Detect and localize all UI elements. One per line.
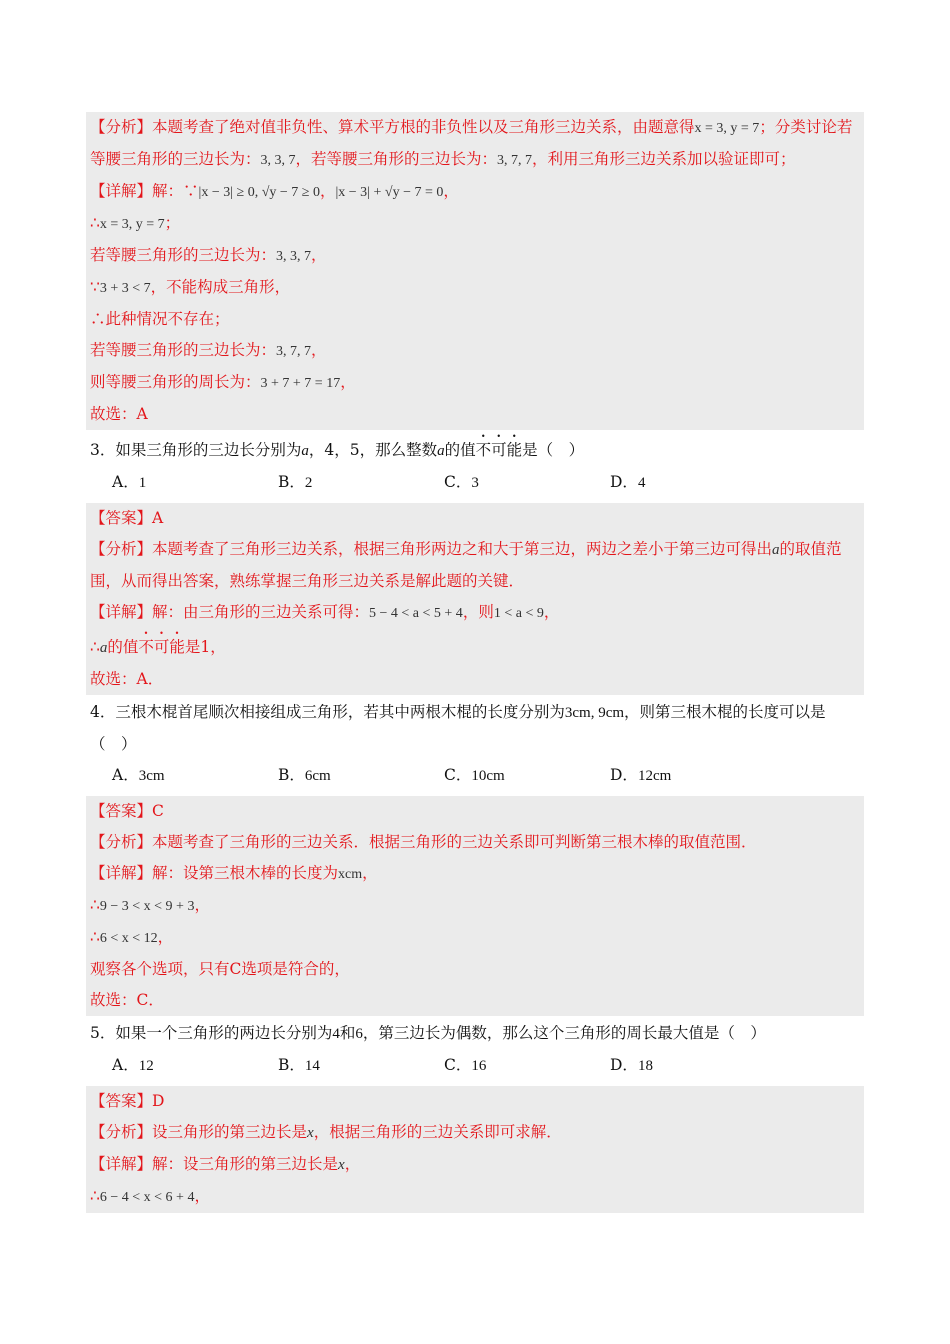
option-label: D． — [610, 766, 638, 784]
solution-text: 是1， — [184, 638, 226, 656]
therefore-symbol: ∴ — [90, 928, 100, 946]
punctuation: ， — [543, 603, 560, 621]
option-label: C． — [444, 473, 472, 491]
analysis-paragraph — [90, 112, 860, 176]
punctuation: ， — [311, 341, 327, 359]
solution-text: 若等腰三角形的三边长为： — [90, 246, 277, 264]
analysis-text: 【分析】本题考查了绝对值非负性、算术平方根的非负性以及三角形三边关系，由题意得 — [90, 118, 695, 136]
solution-line — [90, 240, 860, 272]
option-label: B． — [278, 1056, 305, 1074]
question-4-options — [86, 760, 864, 796]
solution-line — [90, 629, 860, 664]
solution-line — [90, 208, 860, 240]
math-expression: |x − 3| ≥ 0, √y − 7 ≥ 0 — [198, 185, 320, 200]
question-5-stem — [86, 1016, 864, 1050]
solution-text: 则等腰三角形的周长为： — [90, 373, 261, 391]
choice-line — [90, 399, 860, 430]
option-value: 12 — [138, 1058, 154, 1074]
therefore-symbol: ∴ — [90, 1187, 100, 1205]
solution-block-q5 — [86, 1086, 864, 1213]
punctuation: ， — [194, 896, 210, 914]
punctuation: ， — [194, 1187, 210, 1205]
solution-text: 若等腰三角形的三边长为： — [90, 341, 277, 359]
punctuation: ， — [443, 182, 459, 200]
solution-text: ，则 — [462, 603, 494, 621]
detail-line — [90, 1149, 860, 1181]
math-expression: xcm — [338, 867, 363, 882]
analysis-text: 的取值范围，从而得出答案，熟练掌握三角形三边关系是解此题的关键． — [90, 540, 842, 590]
solution-line — [90, 922, 860, 954]
therefore-symbol: ∴ — [90, 896, 100, 914]
option-value: 6cm — [304, 768, 331, 784]
math-expression: x = 3, y = 7 — [694, 121, 760, 136]
detail-line — [90, 858, 860, 890]
option-value: 12cm — [637, 768, 672, 784]
math-expression: 3, 7, 7 — [497, 153, 533, 168]
solution-line — [90, 890, 860, 922]
question-text: 和 — [339, 1024, 356, 1042]
question-text: 的值 — [444, 441, 476, 459]
punctuation: ； — [164, 214, 181, 232]
because-symbol: ∵ — [90, 278, 100, 296]
answer-line — [90, 796, 860, 827]
solution-line — [90, 272, 860, 304]
answer-text: 【答案】A — [90, 509, 164, 527]
detail-label: 【详解】解：设第三根木棒的长度为 — [90, 864, 339, 882]
analysis-paragraph — [90, 534, 860, 597]
punctuation: ， — [344, 1155, 361, 1173]
analysis-line — [90, 1117, 860, 1149]
therefore-symbol: ∴ — [90, 638, 100, 656]
analysis-text: ，若等腰三角形的三边长为： — [295, 150, 498, 168]
math-expression: 3, 3, 7 — [260, 153, 296, 168]
option-label: D． — [610, 473, 638, 491]
math-expression: 6 — [355, 1026, 363, 1042]
option-a — [112, 1050, 278, 1082]
solution-line — [90, 304, 860, 335]
answer-text: 【答案】C — [90, 802, 164, 820]
question-4-stem — [86, 695, 864, 760]
therefore-symbol: ∴ — [90, 214, 100, 232]
solution-text: 观察各个选项，只有C选项是符合的， — [90, 960, 350, 978]
option-value: 3 — [471, 475, 479, 491]
answer-line — [90, 503, 860, 534]
punctuation: ， — [319, 182, 336, 200]
option-label: A． — [112, 473, 139, 491]
analysis-line — [90, 827, 860, 858]
option-d — [610, 760, 776, 792]
math-variable: x — [307, 1125, 314, 1141]
analysis-text: 【分析】本题考查了三角形的三边关系．根据三角形的三边关系即可判断第三根木棒的取值范围． — [90, 833, 757, 851]
math-expression: 3, 7, 7 — [276, 344, 312, 359]
solution-line — [90, 1181, 860, 1213]
math-expression: 6 − 4 < x < 6 + 4 — [99, 1190, 195, 1205]
option-c — [444, 760, 610, 792]
option-value: 4 — [637, 475, 646, 491]
solution-line — [90, 954, 860, 985]
answer-text: 【答案】D — [90, 1092, 165, 1110]
option-b — [278, 760, 444, 792]
solution-block-q3 — [86, 503, 864, 695]
solution-line — [90, 335, 860, 367]
punctuation: ， — [311, 246, 327, 264]
option-label: C． — [444, 766, 472, 784]
emphasized-text: 不可能 — [138, 638, 185, 656]
question-text: ，则第三根木棍的长度可以是（ ） — [90, 703, 826, 753]
document-page — [86, 112, 864, 1213]
punctuation: ， — [340, 373, 356, 391]
detail-label: 【详解】解：设三角形的第三边长是 — [90, 1155, 339, 1173]
math-expression: 4 — [332, 1026, 340, 1042]
option-label: C． — [444, 1056, 472, 1074]
analysis-text: ；分类讨论若等腰三角形的三边长为： — [90, 118, 853, 168]
choice-line — [90, 985, 860, 1016]
analysis-text: 【分析】设三角形的第三边长是 — [90, 1123, 308, 1141]
question-text: 5．如果一个三角形的两边长分别为 — [90, 1024, 333, 1042]
math-variable: a — [437, 443, 445, 459]
solution-text: ，不能构成三角形， — [150, 278, 291, 296]
answer-line — [90, 1086, 860, 1117]
question-text: 是（ ） — [522, 441, 585, 459]
question-5-options — [86, 1050, 864, 1086]
option-label: D． — [610, 1056, 638, 1074]
detail-line — [90, 597, 860, 629]
option-value: 3cm — [138, 768, 165, 784]
option-b — [278, 467, 444, 499]
option-label: A． — [112, 766, 139, 784]
math-expression: 5 − 4 < a < 5 + 4 — [369, 606, 463, 621]
option-label: B． — [278, 473, 305, 491]
detail-line — [90, 176, 860, 208]
option-c — [444, 467, 610, 499]
choice-text: 故选：C． — [90, 991, 164, 1009]
math-expression: x = 3, y = 7 — [99, 217, 165, 232]
question-text: ，4，5，那么整数 — [308, 441, 438, 459]
option-value: 14 — [304, 1058, 320, 1074]
option-value: 1 — [138, 475, 147, 491]
math-variable: a — [772, 542, 780, 558]
solution-block-q4 — [86, 796, 864, 1016]
option-d — [610, 467, 776, 499]
punctuation: ， — [157, 928, 174, 946]
math-variable: a — [99, 640, 108, 656]
question-text: 3．如果三角形的三边长分别为 — [90, 441, 302, 459]
math-expression: |x − 3| + √y − 7 = 0 — [335, 185, 444, 200]
option-b — [278, 1050, 444, 1082]
math-variable: x — [338, 1157, 345, 1173]
solution-line — [90, 367, 860, 399]
question-3-options — [86, 467, 864, 503]
math-expression: 1 < a < 9 — [493, 606, 544, 621]
solution-text: 的值 — [107, 638, 139, 656]
analysis-text: ，利用三角形三边关系加以验证即可； — [532, 150, 796, 168]
math-expression: 3 + 7 + 7 = 17 — [260, 376, 341, 391]
option-c — [444, 1050, 610, 1082]
question-text: 4．三根木棍首尾顺次相接组成三角形，若其中两根木棍的长度分别为 — [90, 703, 565, 721]
option-a — [112, 760, 278, 792]
detail-label: 【详解】解：由三角形的三边关系可得： — [90, 603, 370, 621]
question-text: ，第三边长为偶数，那么这个三角形的周长最大值是（ ） — [362, 1024, 766, 1042]
math-expression: 3cm, 9cm — [564, 705, 625, 721]
option-a — [112, 467, 278, 499]
option-value: 16 — [471, 1058, 487, 1074]
option-label: A． — [112, 1056, 139, 1074]
analysis-text: 【分析】本题考查了三角形三边关系，根据三角形两边之和大于第三边，两边之差小于第三边可得出 — [90, 540, 773, 558]
solution-block-q2 — [86, 112, 864, 430]
emphasized-text: 不可能 — [475, 441, 523, 459]
detail-label: 【详解】解：∵ — [90, 182, 199, 200]
option-value: 10cm — [471, 768, 505, 784]
choice-text: 故选：A． — [90, 670, 164, 688]
option-label: B． — [278, 766, 305, 784]
punctuation: ， — [362, 864, 378, 882]
option-d — [610, 1050, 776, 1082]
question-3-stem — [86, 430, 864, 467]
option-value: 18 — [637, 1058, 653, 1074]
choice-text: 故选：A — [90, 405, 148, 423]
solution-text: ∴此种情况不存在； — [90, 310, 230, 328]
option-value: 2 — [304, 475, 313, 491]
math-expression: 3 + 3 < 7 — [99, 281, 151, 296]
math-variable: a — [301, 443, 309, 459]
math-expression: 9 − 3 < x < 9 + 3 — [99, 899, 195, 914]
choice-line — [90, 664, 860, 695]
math-expression: 3, 3, 7 — [276, 249, 312, 264]
math-expression: 6 < x < 12 — [99, 931, 158, 946]
analysis-text: ，根据三角形的三边关系即可求解． — [313, 1123, 562, 1141]
